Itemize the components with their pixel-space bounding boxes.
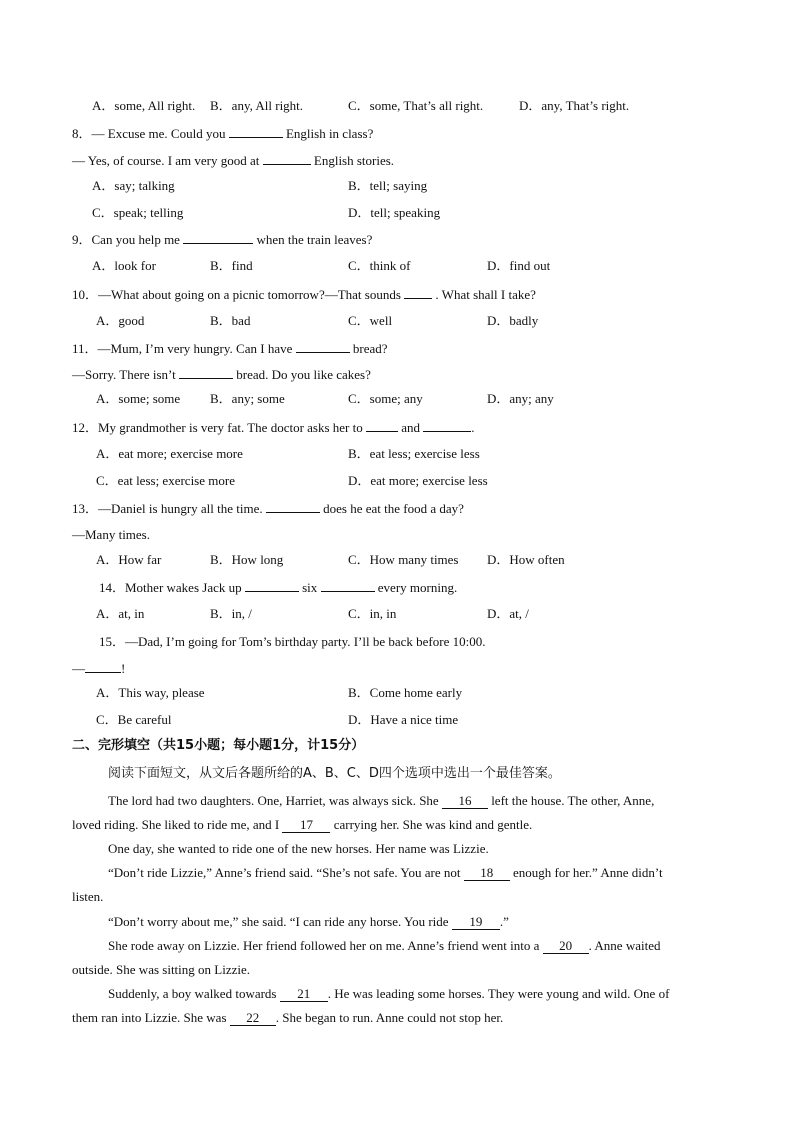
q15-stem: 15．—Dad, I’m going for Tom’s birthday party. I’ll be back before 10:00. [99, 634, 486, 649]
q8-stem: 8．— Excuse me. Could you English in class? [72, 126, 374, 141]
q13-option-d: D．How often [487, 552, 565, 567]
q10-stem: 10．—What about going on a picnic tomorrow?—That sounds . What shall I take? [72, 287, 536, 302]
q14-option-b: B．in, / [210, 606, 252, 621]
q12-option-a: A．eat more; exercise more [96, 446, 243, 461]
blank-19: 19 [452, 915, 500, 930]
passage-line-4: “Don’t ride Lizzie,” Anne’s friend said. “She’s not safe. You are not 18 enough for her.” Anne didn’t [108, 865, 663, 880]
q14-option-d: D．at, / [487, 606, 529, 621]
q15-reply: — ! [72, 661, 126, 676]
q10-option-d: D．badly [487, 313, 539, 328]
q13-option-a: A．How far [96, 552, 162, 567]
q8-option-d: D．tell; speaking [348, 205, 441, 220]
q15-option-d: D．Have a nice time [348, 712, 459, 727]
q11-option-c: C．some; any [348, 391, 423, 406]
q8-option-b: B．tell; saying [348, 178, 428, 193]
passage-line-1: The lord had two daughters. One, Harriet, was always sick. She 16 left the house. The other, Anne, [108, 793, 655, 808]
q9-option-d: D．find out [487, 258, 551, 273]
section-instruction: 阅读下面短文，从文后各题所给的A、B、C、D四个选项中选出一个最佳答案。 [108, 766, 561, 781]
q8-reply: — Yes, of course. I am very good at English stories. [72, 153, 395, 168]
q12-option-c: C．eat less; exercise more [96, 473, 235, 488]
q11-stem: 11．—Mum, I’m very hungry. Can I have bread? [72, 341, 388, 356]
q9-stem: 9．Can you help me when the train leaves? [72, 232, 373, 247]
q15-option-a: A．This way, please [96, 685, 205, 700]
q9-option-b: B．find [210, 258, 253, 273]
q7-option-b: B．any, All right. [210, 98, 304, 113]
q7-option-a: A．some, All right. [92, 98, 196, 113]
passage-line-9: Suddenly, a boy walked towards 21 . He was leading some horses. They were young and wild. One of [108, 986, 670, 1001]
passage-line-3: One day, she wanted to ride one of the new horses. Her name was Lizzie. [108, 841, 489, 856]
blank-21: 21 [280, 987, 328, 1002]
q15-option-b: B．Come home early [348, 685, 463, 700]
section-title: 二、完形填空（共15小题；每小题1分，计15分） [72, 738, 365, 753]
passage-line-10: them ran into Lizzie. She was 22 . She began to run. Anne could not stop her. [72, 1010, 504, 1025]
q7-option-d: D．any, That’s right. [519, 98, 630, 113]
q11-option-b: B．any; some [210, 391, 285, 406]
q14-option-c: C．in, in [348, 606, 397, 621]
q13-reply: —Many times. [72, 527, 150, 542]
q8-option-c: C．speak; telling [92, 205, 184, 220]
q13-option-c: C．How many times [348, 552, 459, 567]
passage-line-8: outside. She was sitting on Lizzie. [72, 962, 251, 977]
blank-20: 20 [543, 939, 589, 954]
blank-17: 17 [282, 818, 330, 833]
q13-option-b: B．How long [210, 552, 284, 567]
q13-stem: 13．—Daniel is hungry all the time. does he eat the food a day? [72, 501, 464, 516]
passage-line-5: listen. [72, 889, 104, 904]
passage-line-6: “Don’t worry about me,” she said. “I can ride any horse. You ride 19 .” [108, 914, 509, 929]
q12-stem: 12．My grandmother is very fat. The doctor asks her to and . [72, 420, 475, 435]
blank-22: 22 [230, 1011, 276, 1026]
q14-stem: 14．Mother wakes Jack up six every morning. [99, 580, 458, 595]
q12-option-d: D．eat more; exercise less [348, 473, 488, 488]
q11-reply: —Sorry. There isn’t bread. Do you like cakes? [72, 367, 371, 382]
blank-18: 18 [464, 866, 510, 881]
q10-option-b: B．bad [210, 313, 251, 328]
passage-line-2: loved riding. She liked to ride me, and I 17 carrying her. She was kind and gentle. [72, 817, 533, 832]
q9-option-a: A．look for [92, 258, 156, 273]
q10-option-a: A．good [96, 313, 145, 328]
q8-option-a: A．say; talking [92, 178, 175, 193]
q15-option-c: C．Be careful [96, 712, 172, 727]
q11-option-a: A．some; some [96, 391, 181, 406]
q10-option-c: C．well [348, 313, 393, 328]
q7-option-c: C．some, That’s all right. [348, 98, 484, 113]
q11-option-d: D．any; any [487, 391, 554, 406]
passage-line-7: She rode away on Lizzie. Her friend followed her on me. Anne’s friend went into a 20 . Anne waited [108, 938, 661, 953]
q9-option-c: C．think of [348, 258, 411, 273]
q14-option-a: A．at, in [96, 606, 145, 621]
blank-16: 16 [442, 794, 488, 809]
q12-option-b: B．eat less; exercise less [348, 446, 480, 461]
